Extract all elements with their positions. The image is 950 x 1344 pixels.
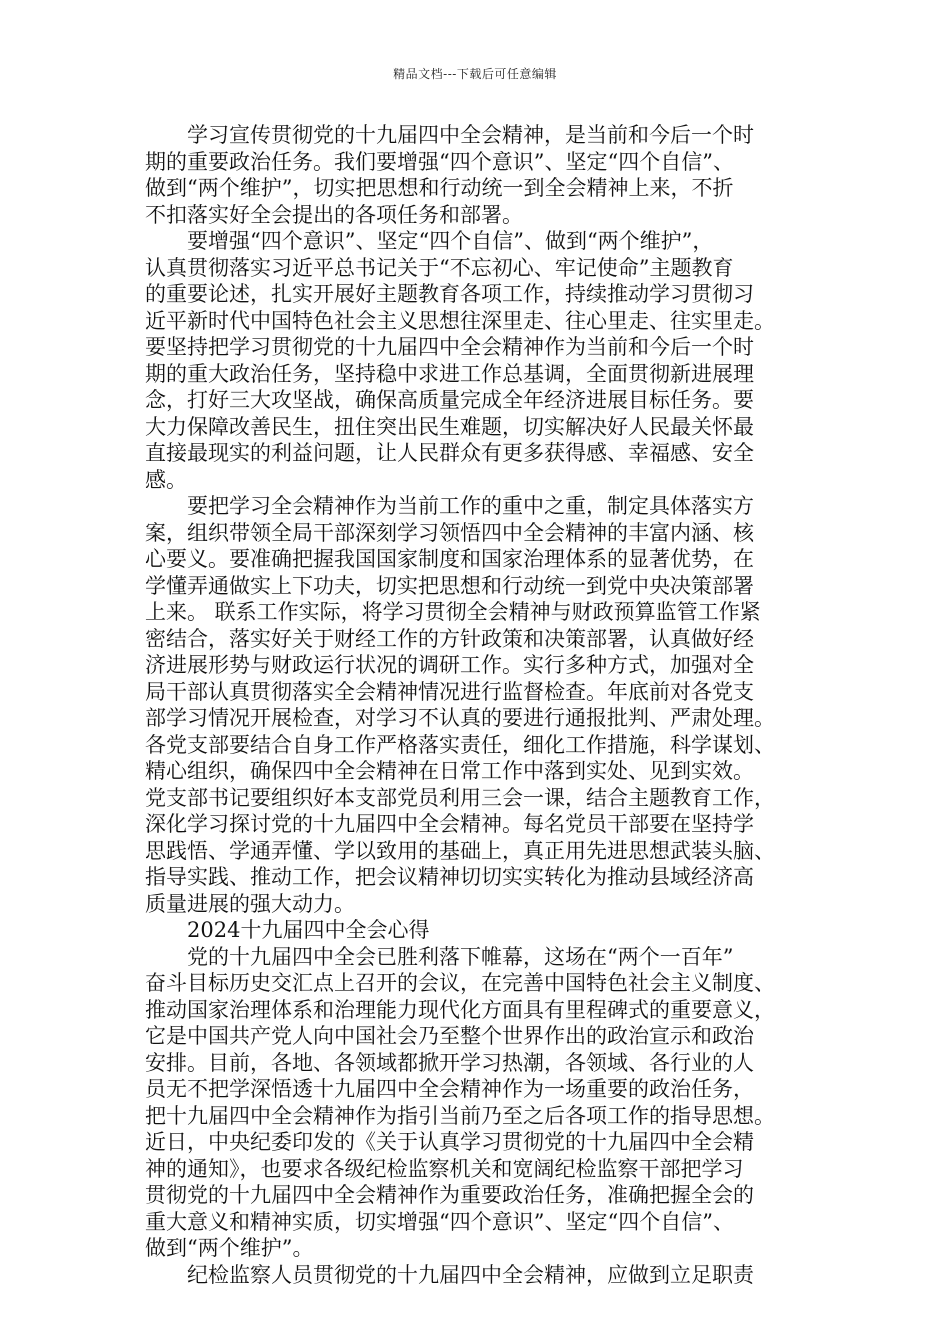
paragraph-1: 学习宣传贯彻党的十九届四中全会精神，是当前和今后一个时 期的重要政治任务。我们要增强“四个意识”、坚定“四个自信”、 做到“两个维护”，切实把思想和行动统一到全会精神上来，不折 不扣落实好全会提出的各项任务和部署。 bbox=[145, 123, 754, 227]
page-header: 精品文档---下载后可任意编辑 bbox=[393, 67, 557, 81]
paragraph-5: 纪检监察人员贯彻党的十九届四中全会精神，应做到立足职责 bbox=[187, 1262, 754, 1287]
document-body bbox=[145, 122, 805, 1288]
section-heading: 2024十九届四中全会心得 bbox=[187, 918, 430, 942]
paragraph-4: 党的十九届四中全会已胜利落下帷幕，这场在“两个一百年” 奋斗目标历史交汇点上召开的会议，在完善中国特色社会主义制度、 推动国家治理体系和治理能力现代化方面具有里程碑式的重要意义， 它是中国共产党人向中国社会乃至整个世界作出的政治宣示和政治 安排。目前，各地、各领域都掀开学习热潮，各领域、各行业的人 员无不把学深悟透十九届四中全会精神作为一场重要的政治任务， 把十九届四中全会精神作为指引当前乃至之后各项工作的指导思想。 近日，中央纪委印发的《关于认真学习贯彻党的十九届四中全会精 神的通知》，也要求各级纪检监察机关和宽阔纪检监察干部把学习 贯彻党的十九届四中全会精神作为重要政治任务，准确把握全会的 重大意义和精神实质，切实增强“四个意识”、坚定“四个自信”、 做到“两个维护”。 bbox=[145, 944, 775, 1260]
paragraph-2: 要增强“四个意识”、坚定“四个自信”、做到“两个维护”， 认真贯彻落实习近平总书记关于“不忘初心、牢记使命”主题教育 的重要论述，扎实开展好主题教育各项工作，持续推动学习贯彻习 近平新时代中国特色社会主义思想往深里走、往心里走、往实里走。 要坚持把学习贯彻党的十九届四中全会精神作为当前和今后一个时 期的重大政治任务，坚持稳中求进工作总基调，全面贯彻新进展理 念，打好三大攻坚战，确保高质量完成全年经济进展目标任务。要 大力保障改善民生，扭住突出民生难题，切实解决好人民最关怀最 直接最现实的利益问题，让人民群众有更多获得感、幸福感、安全 感。 bbox=[145, 229, 775, 492]
paragraph-3: 要把学习全会精神作为当前工作的重中之重，制定具体落实方 案，组织带领全局干部深刻学习领悟四中全会精神的丰富内涵、核 心要义。要准确把握我国国家制度和国家治理体系的显著优势，在 学懂弄通做实上下功夫，切实把思想和行动统一到党中央决策部署 上来。 联系工作实际，将学习贯彻全会精神与财政预算监管工作紧 密结合，落实好关于财经工作的方针政策和决策部署，认真做好经 济进展形势与财政运行状况的调研工作。实行多种方式，加强对全 局干部认真贯彻落实全会精神情况进行监督检查。年底前对各党支 部学习情况开展检查，对学习不认真的要进行通报批判、严肃处理。 各党支部要结合自身工作严格落实责任，细化工作措施，科学谋划、 精心组织，确保四中全会精神在日常工作中落到实处、见到实效。 党支部书记要组织好本支部党员利用三会一课，结合主题教育工作， 深化学习探讨党的十九届四中全会精神。每名党员干部要在坚持学 思践悟、学通弄懂、学以致用的基础上，真正用先进思想武装头脑、 指导实践、推动工作，把会议精神切切实实转化为推动县域经济高 质量进展的强大动力。 bbox=[145, 494, 775, 916]
